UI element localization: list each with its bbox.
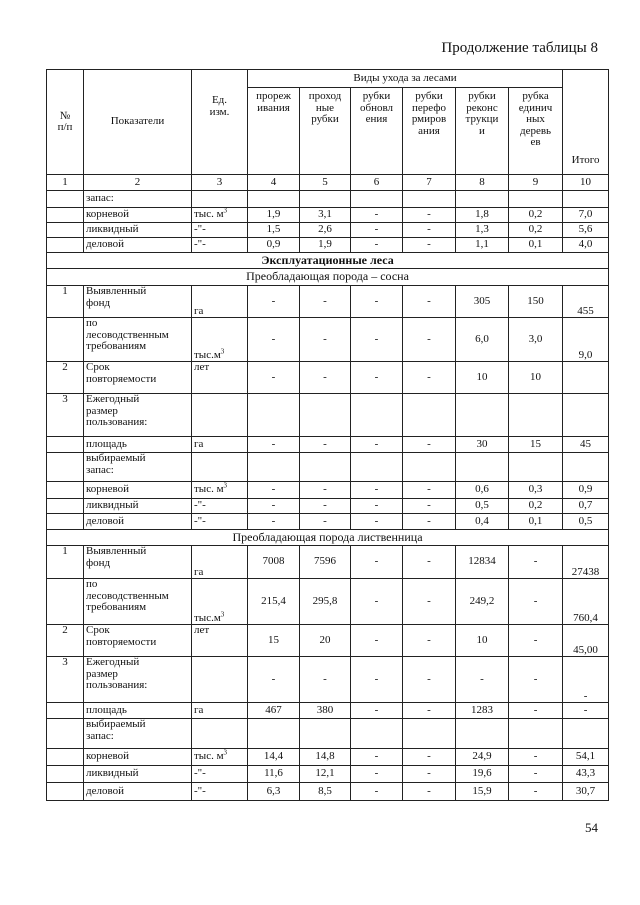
value-cell (456, 719, 509, 749)
value-cell: 295,8 (300, 579, 351, 625)
value-cell: 7596 (300, 546, 351, 579)
column-number: 9 (509, 175, 563, 191)
value-cell (456, 191, 509, 208)
header-type-2: проход ные рубки (300, 88, 351, 175)
value-cell: 1,9 (248, 208, 300, 223)
section-row (47, 269, 609, 286)
value-cell (248, 394, 300, 437)
header-num: № п/п (47, 70, 84, 175)
value-cell: 249,2 (456, 579, 509, 625)
value-cell: - (248, 286, 300, 318)
value-cell: - (300, 437, 351, 453)
value-cell (351, 453, 403, 482)
value-cell: - (403, 766, 456, 783)
total-cell: 7,0 (563, 208, 609, 223)
value-cell: - (509, 546, 563, 579)
value-cell: 0,2 (509, 208, 563, 223)
unit-cell: га (192, 437, 248, 453)
value-cell: - (403, 362, 456, 394)
row-number (47, 514, 84, 530)
total-cell (563, 191, 609, 208)
value-cell (351, 394, 403, 437)
value-cell: - (248, 362, 300, 394)
value-cell (248, 191, 300, 208)
indicator-name: Ежегодный размер пользования: (84, 657, 192, 703)
unit-cell: га (192, 546, 248, 579)
value-cell (300, 719, 351, 749)
value-cell: 1,1 (456, 238, 509, 253)
table-row (47, 579, 609, 625)
value-cell: - (403, 499, 456, 514)
unit-cell: тыс. $м^3$ (192, 749, 248, 766)
table-row (47, 749, 609, 766)
row-number (47, 318, 84, 362)
total-cell (563, 362, 609, 394)
value-cell: 150 (509, 286, 563, 318)
value-cell: 0,6 (456, 482, 509, 499)
value-cell (300, 191, 351, 208)
value-cell: 14,8 (300, 749, 351, 766)
table-row (47, 191, 609, 208)
row-number (47, 482, 84, 499)
value-cell: 19,6 (456, 766, 509, 783)
row-number (47, 749, 84, 766)
indicator-name: площадь (84, 437, 192, 453)
value-cell: 0,1 (509, 238, 563, 253)
value-cell: - (509, 703, 563, 719)
row-number: 2 (47, 625, 84, 657)
row-number: 2 (47, 362, 84, 394)
value-cell: - (351, 286, 403, 318)
value-cell: - (300, 657, 351, 703)
unit-cell: лет (192, 625, 248, 657)
unit-cell: -"- (192, 223, 248, 238)
value-cell: - (403, 208, 456, 223)
value-cell: - (403, 579, 456, 625)
row-number (47, 766, 84, 783)
value-cell: - (403, 482, 456, 499)
header-total-spacer (563, 70, 609, 175)
unit-cell: -"- (192, 766, 248, 783)
value-cell (351, 719, 403, 749)
table-row (47, 318, 609, 362)
value-cell: - (403, 318, 456, 362)
row-number (47, 453, 84, 482)
table-row (47, 394, 609, 437)
indicator-name: по лесоводственным требованиям (84, 318, 192, 362)
table-row (47, 499, 609, 514)
value-cell: 14,4 (248, 749, 300, 766)
value-cell: - (509, 625, 563, 657)
value-cell: - (456, 657, 509, 703)
value-cell (351, 191, 403, 208)
total-cell: - (563, 703, 609, 719)
indicator-name: выбираемый запас: (84, 719, 192, 749)
total-cell (563, 394, 609, 437)
value-cell: 3,1 (300, 208, 351, 223)
total-cell: 43,3 (563, 766, 609, 783)
value-cell (509, 719, 563, 749)
value-cell: - (351, 223, 403, 238)
unit-cell (192, 191, 248, 208)
value-cell: - (351, 749, 403, 766)
row-number (47, 783, 84, 801)
header-type-4: рубки перефо рмиров ания (403, 88, 456, 175)
section-title: Эксплуатационные леса (47, 253, 609, 269)
table-row (47, 783, 609, 801)
value-cell: 8,5 (300, 783, 351, 801)
indicator-name: корневой (84, 749, 192, 766)
value-cell: 1283 (456, 703, 509, 719)
value-cell: 6,0 (456, 318, 509, 362)
table-caption: Продолжение таблицы 8 (441, 40, 598, 56)
value-cell: - (403, 238, 456, 253)
column-number: 5 (300, 175, 351, 191)
table-row (47, 719, 609, 749)
value-cell (300, 394, 351, 437)
unit-cell: га (192, 286, 248, 318)
value-cell: - (351, 437, 403, 453)
total-cell: 5,6 (563, 223, 609, 238)
total-cell: 0,9 (563, 482, 609, 499)
table-row (47, 238, 609, 253)
value-cell (456, 453, 509, 482)
row-number: 1 (47, 546, 84, 579)
value-cell: - (248, 482, 300, 499)
column-number: 8 (456, 175, 509, 191)
value-cell: - (351, 362, 403, 394)
value-cell: 380 (300, 703, 351, 719)
indicator-name: корневой (84, 208, 192, 223)
unit-cell: -"- (192, 783, 248, 801)
table-row (47, 482, 609, 499)
unit-cell (192, 394, 248, 437)
value-cell: 0,3 (509, 482, 563, 499)
indicator-name: запас: (84, 191, 192, 208)
value-cell: - (351, 579, 403, 625)
value-cell (403, 191, 456, 208)
value-cell (509, 453, 563, 482)
value-cell: 1,3 (456, 223, 509, 238)
table-row (47, 546, 609, 579)
page-number: 54 (585, 820, 598, 835)
value-cell: 467 (248, 703, 300, 719)
unit-cell: лет (192, 362, 248, 394)
value-cell: - (351, 625, 403, 657)
unit-cell: $тыс.м^3$ (192, 318, 248, 362)
section-row (47, 253, 609, 269)
total-cell: 45,00 (563, 625, 609, 657)
total-cell: 9,0 (563, 318, 609, 362)
indicator-name: корневой (84, 482, 192, 499)
header-group: Виды ухода за лесами (248, 70, 563, 88)
column-number: 1 (47, 175, 84, 191)
unit-cell: га (192, 703, 248, 719)
value-cell: - (403, 625, 456, 657)
value-cell: 1,9 (300, 238, 351, 253)
total-cell: 4,0 (563, 238, 609, 253)
section-row (47, 530, 609, 546)
value-cell: - (403, 514, 456, 530)
value-cell: 0,4 (456, 514, 509, 530)
forest-care-table (46, 69, 609, 801)
indicator-name: Срок повторяемости (84, 362, 192, 394)
indicator-name: ликвидный (84, 223, 192, 238)
value-cell: 7008 (248, 546, 300, 579)
value-cell: 10 (456, 362, 509, 394)
table-row (47, 766, 609, 783)
unit-cell: тыс. $м^3$ (192, 208, 248, 223)
indicator-name: деловой (84, 783, 192, 801)
column-number: 2 (84, 175, 192, 191)
total-cell: 760,4 (563, 579, 609, 625)
value-cell: - (300, 286, 351, 318)
indicator-name: ликвидный (84, 766, 192, 783)
header-type-5: рубки реконс трукци и (456, 88, 509, 175)
value-cell (248, 453, 300, 482)
section-title: Преобладающая порода лиственница (47, 530, 609, 546)
section-title: Преобладающая порода – сосна (47, 269, 609, 286)
value-cell: - (351, 783, 403, 801)
value-cell: - (403, 657, 456, 703)
unit-cell (192, 453, 248, 482)
total-cell: 45 (563, 437, 609, 453)
value-cell: - (351, 499, 403, 514)
row-number (47, 223, 84, 238)
value-cell: 0,9 (248, 238, 300, 253)
value-cell (509, 191, 563, 208)
total-cell: 0,7 (563, 499, 609, 514)
value-cell: - (300, 499, 351, 514)
value-cell: - (509, 657, 563, 703)
unit-cell (192, 657, 248, 703)
table-row (47, 286, 609, 318)
value-cell: 12834 (456, 546, 509, 579)
indicator-name: Выявленный фонд (84, 546, 192, 579)
column-number: 6 (351, 175, 403, 191)
total-cell (563, 719, 609, 749)
value-cell: 6,3 (248, 783, 300, 801)
value-cell: - (300, 318, 351, 362)
value-cell: - (351, 208, 403, 223)
value-cell: - (403, 223, 456, 238)
column-number: 10 (563, 175, 609, 191)
indicator-name: Срок повторяемости (84, 625, 192, 657)
row-number: 3 (47, 394, 84, 437)
value-cell (509, 394, 563, 437)
value-cell (248, 719, 300, 749)
table-row (47, 208, 609, 223)
column-number: 7 (403, 175, 456, 191)
value-cell: 30 (456, 437, 509, 453)
header-type-1: прореж ивания (248, 88, 300, 175)
total-cell (563, 453, 609, 482)
header-unit: Ед. изм. (192, 70, 248, 175)
value-cell: 11,6 (248, 766, 300, 783)
table-row (47, 625, 609, 657)
value-cell: - (403, 437, 456, 453)
unit-cell: -"- (192, 238, 248, 253)
unit-cell: тыс. $м^3$ (192, 482, 248, 499)
column-number: 4 (248, 175, 300, 191)
value-cell: 10 (456, 625, 509, 657)
value-cell (300, 453, 351, 482)
row-number (47, 238, 84, 253)
row-number (47, 579, 84, 625)
header-type-3: рубки обновл ения (351, 88, 403, 175)
table-row (47, 657, 609, 703)
value-cell: - (403, 783, 456, 801)
value-cell: - (403, 703, 456, 719)
value-cell: - (351, 703, 403, 719)
value-cell: 10 (509, 362, 563, 394)
value-cell: 0,1 (509, 514, 563, 530)
unit-cell: -"- (192, 499, 248, 514)
row-number: 1 (47, 286, 84, 318)
value-cell: - (351, 546, 403, 579)
value-cell: 20 (300, 625, 351, 657)
value-cell (456, 394, 509, 437)
value-cell: - (403, 546, 456, 579)
value-cell: - (300, 514, 351, 530)
unit-cell (192, 719, 248, 749)
value-cell: - (248, 514, 300, 530)
value-cell: - (248, 318, 300, 362)
value-cell: - (248, 657, 300, 703)
table-row (47, 703, 609, 719)
value-cell: - (509, 783, 563, 801)
total-cell: 54,1 (563, 749, 609, 766)
row-number: 3 (47, 657, 84, 703)
indicator-name: выбираемый запас: (84, 453, 192, 482)
header-type-6: рубка единич ных деревь ев (509, 88, 563, 175)
unit-cell: $тыс.м^3$ (192, 579, 248, 625)
value-cell: 24,9 (456, 749, 509, 766)
total-cell: - (563, 657, 609, 703)
indicator-name: деловой (84, 238, 192, 253)
row-number (47, 719, 84, 749)
value-cell: - (351, 482, 403, 499)
indicator-name: ликвидный (84, 499, 192, 514)
header-total: Итого (571, 153, 600, 166)
value-cell: - (351, 657, 403, 703)
column-number: 3 (192, 175, 248, 191)
indicator-name: Выявленный фонд (84, 286, 192, 318)
value-cell: - (300, 482, 351, 499)
row-number (47, 437, 84, 453)
value-cell: 15 (248, 625, 300, 657)
value-cell: 15,9 (456, 783, 509, 801)
table-row (47, 514, 609, 530)
row-number (47, 208, 84, 223)
indicator-name: площадь (84, 703, 192, 719)
value-cell: - (509, 749, 563, 766)
value-cell: - (248, 499, 300, 514)
header-indicator: Показатели (84, 70, 192, 175)
value-cell (403, 394, 456, 437)
value-cell: - (300, 362, 351, 394)
total-cell: 455 (563, 286, 609, 318)
unit-cell: -"- (192, 514, 248, 530)
indicator-name: деловой (84, 514, 192, 530)
value-cell: 0,2 (509, 223, 563, 238)
row-number (47, 499, 84, 514)
indicator-name: Ежегодный размер пользования: (84, 394, 192, 437)
value-cell: 215,4 (248, 579, 300, 625)
table-row (47, 362, 609, 394)
row-number (47, 703, 84, 719)
value-cell (403, 453, 456, 482)
value-cell: - (351, 514, 403, 530)
value-cell: - (351, 238, 403, 253)
value-cell: 1,8 (456, 208, 509, 223)
value-cell: 0,5 (456, 499, 509, 514)
value-cell: - (403, 286, 456, 318)
value-cell: 0,2 (509, 499, 563, 514)
value-cell: 15 (509, 437, 563, 453)
value-cell: 305 (456, 286, 509, 318)
indicator-name: по лесоводственным требованиям (84, 579, 192, 625)
value-cell: - (509, 766, 563, 783)
total-cell: 0,5 (563, 514, 609, 530)
table-row (47, 453, 609, 482)
value-cell: - (351, 318, 403, 362)
total-cell: 30,7 (563, 783, 609, 801)
value-cell: - (509, 579, 563, 625)
value-cell: 2,6 (300, 223, 351, 238)
value-cell: - (248, 437, 300, 453)
total-cell: 27438 (563, 546, 609, 579)
table-row (47, 437, 609, 453)
value-cell: 12,1 (300, 766, 351, 783)
value-cell: - (351, 766, 403, 783)
value-cell: - (403, 749, 456, 766)
table-row (47, 223, 609, 238)
value-cell: 1,5 (248, 223, 300, 238)
value-cell: 3,0 (509, 318, 563, 362)
row-number (47, 191, 84, 208)
value-cell (403, 719, 456, 749)
